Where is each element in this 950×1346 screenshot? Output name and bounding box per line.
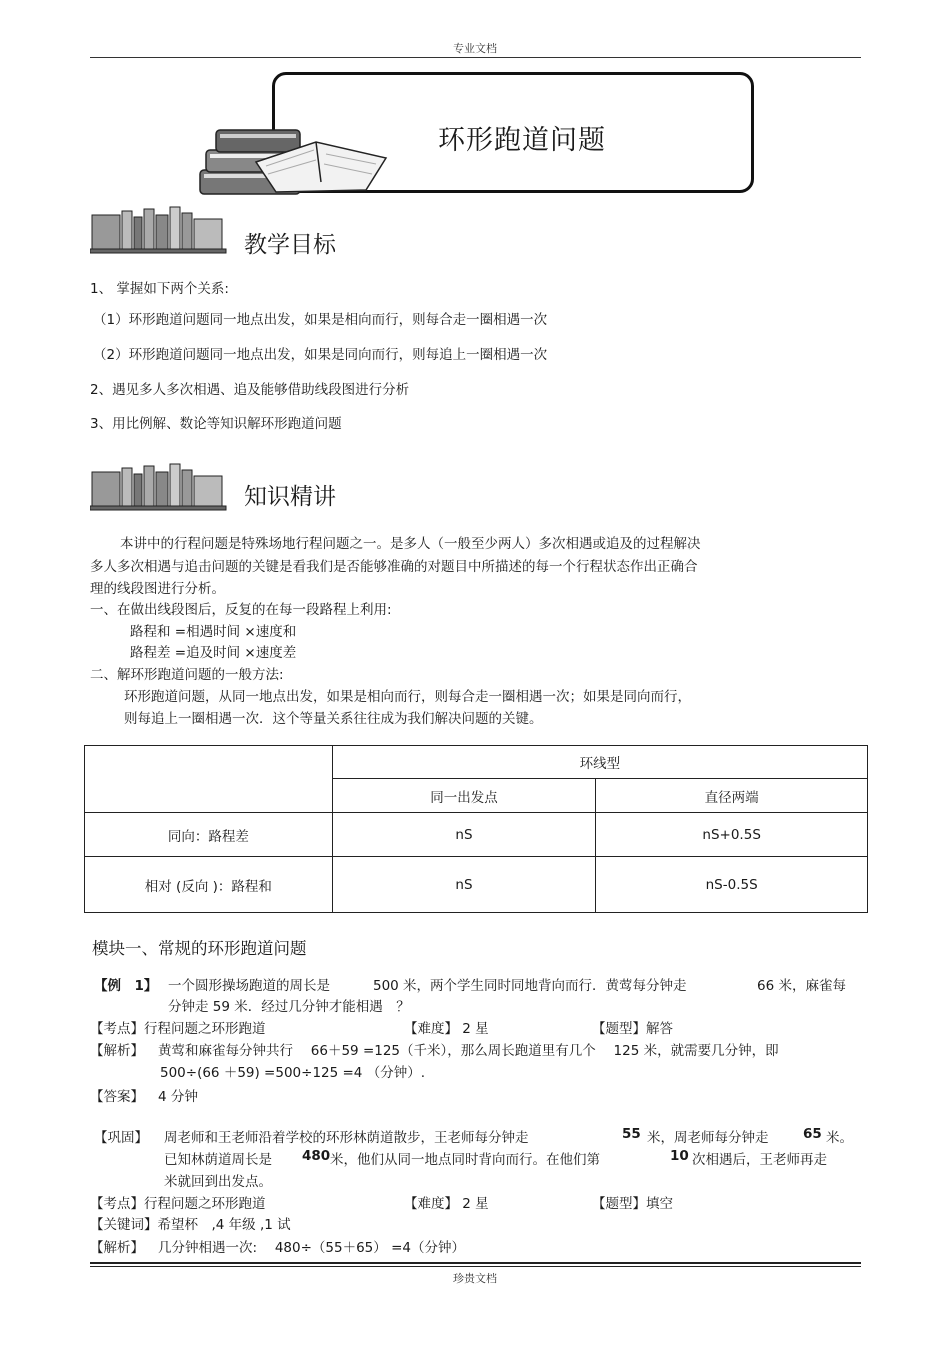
gonggu-number: 10 xyxy=(670,1148,689,1164)
gonggu-tag: 【巩固】 xyxy=(94,1130,148,1146)
knowledge-line: 则每追上一圈相遇一次．这个等量关系往往成为我们解决问题的关键。 xyxy=(124,711,543,727)
jiexi-text: 500÷(66 ＋59) =500÷125 =4 （分钟）. xyxy=(160,1065,425,1081)
goal-line: （2）环形跑道问题同一地点出发，如果是同向而行，则每追上一圈相遇一次 xyxy=(93,347,548,363)
jiexi-tag: 【解析】 xyxy=(90,1240,144,1256)
answer-text: 4 分钟 xyxy=(158,1089,198,1105)
table-row-label: 相对 (反向 )：路程和 xyxy=(85,857,333,913)
section-books-icon xyxy=(90,205,230,259)
nandu-label: 【难度】 2 星 xyxy=(404,1196,489,1212)
gonggu-text: 米，周老师每分钟走 xyxy=(647,1130,769,1146)
gonggu-number: 65 xyxy=(803,1126,822,1142)
section-title-knowledge: 知识精讲 xyxy=(244,484,336,510)
example-text: 66 米，麻雀每 xyxy=(757,978,846,994)
gonggu-text: 米就回到出发点。 xyxy=(164,1174,272,1190)
tixing-label: 【题型】填空 xyxy=(592,1196,673,1212)
kaodian-label: 【考点】行程问题之环形跑道 xyxy=(90,1021,266,1037)
knowledge-line: 二、解环形跑道问题的一般方法: xyxy=(90,667,284,683)
books-illustration xyxy=(196,120,396,204)
section-books-icon xyxy=(90,462,230,516)
knowledge-line: 环形跑道问题，从同一地点出发，如果是相向而行，则每合走一圈相遇一次；如果是同向而行， xyxy=(124,689,691,705)
goal-line: 2、遇见多人多次相遇、追及能够借助线段图进行分析 xyxy=(90,382,410,398)
section-title-goals: 教学目标 xyxy=(244,232,336,258)
table-cell: nS+0.5S xyxy=(596,813,868,857)
kaodian-label: 【考点】行程问题之环形跑道 xyxy=(90,1196,266,1212)
example-text: 一个圆形操场跑道的周长是 xyxy=(168,978,330,994)
table-col-header: 同一出发点 xyxy=(332,779,596,813)
jiexi-tag: 【解析】 xyxy=(90,1043,144,1059)
table-row-label: 同向：路程差 xyxy=(85,813,333,857)
tixing-label: 【题型】解答 xyxy=(592,1021,673,1037)
table-col-header: 直径两端 xyxy=(596,779,868,813)
nandu-label: 【难度】 2 星 xyxy=(404,1021,489,1037)
formula-line: 路程差 =追及时间 ×速度差 xyxy=(130,645,297,661)
table-cell: nS xyxy=(332,813,596,857)
gonggu-text: 已知林荫道周长是 xyxy=(164,1152,272,1168)
goal-line: （1）环形跑道问题同一地点出发，如果是相向而行，则每合走一圈相遇一次 xyxy=(93,312,548,328)
gonggu-text: 次相遇后，王老师再走 xyxy=(692,1152,827,1168)
gonggu-number: 55 xyxy=(622,1126,641,1142)
table-corner-cell xyxy=(85,746,333,813)
gonggu-text: 米。 xyxy=(826,1130,853,1146)
gonggu-text: 米，他们从同一地点同时背向而行。在他们第 xyxy=(330,1152,600,1168)
knowledge-line: 本讲中的行程问题是特殊场地行程问题之一。是多人（一般至少两人）多次相遇或追及的过程解决 xyxy=(120,536,701,552)
goal-line: 3、用比例解、数论等知识解环形跑道问题 xyxy=(90,416,342,432)
document-title: 环形跑道问题 xyxy=(438,125,606,156)
jiexi-text: 几分钟相遇一次: 480÷（55＋65） =4（分钟） xyxy=(158,1240,465,1256)
table-row xyxy=(85,857,868,913)
gonggu-number: 480 xyxy=(302,1148,331,1164)
example-tag: 【例 1】 xyxy=(94,978,158,994)
footer-rule xyxy=(90,1266,861,1267)
formula-line: 路程和 =相遇时间 ×速度和 xyxy=(130,624,297,640)
table-cell: nS xyxy=(332,857,596,913)
table-group-header: 环线型 xyxy=(332,746,867,779)
summary-table xyxy=(84,745,868,913)
table-cell: nS-0.5S xyxy=(596,857,868,913)
footer-rule xyxy=(90,1262,861,1264)
example-text: 分钟走 59 米．经过几分钟才能相遇 ？ xyxy=(168,999,410,1015)
knowledge-line: 理的线段图进行分析。 xyxy=(90,581,225,597)
goal-line: 1、 掌握如下两个关系: xyxy=(90,281,229,297)
keyword-line: 【关键词】希望杯 ,4 年级 ,1 试 xyxy=(90,1217,291,1233)
page-footer: 珍贵文档 xyxy=(453,1272,497,1285)
table-row xyxy=(85,813,868,857)
gonggu-text: 周老师和王老师沿着学校的环形林荫道散步，王老师每分钟走 xyxy=(164,1130,529,1146)
header-rule xyxy=(90,57,861,58)
answer-tag: 【答案】 xyxy=(90,1089,144,1105)
page-header: 专业文档 xyxy=(453,42,497,55)
jiexi-text: 黄莺和麻雀每分钟共行 66＋59 =125（千米），那么周长跑道里有几个 125 米，就需要几分钟，即 xyxy=(158,1043,779,1059)
knowledge-line: 多人多次相遇与追击问题的关键是看我们是否能够准确的对题目中所描述的每一个行程状态作出正确合 xyxy=(90,559,698,575)
module-title: 模块一、常规的环形跑道问题 xyxy=(92,939,307,958)
knowledge-line: 一、在做出线段图后，反复的在每一段路程上利用: xyxy=(90,602,392,618)
example-text: 500 米，两个学生同时同地背向而行．黄莺每分钟走 xyxy=(373,978,687,994)
